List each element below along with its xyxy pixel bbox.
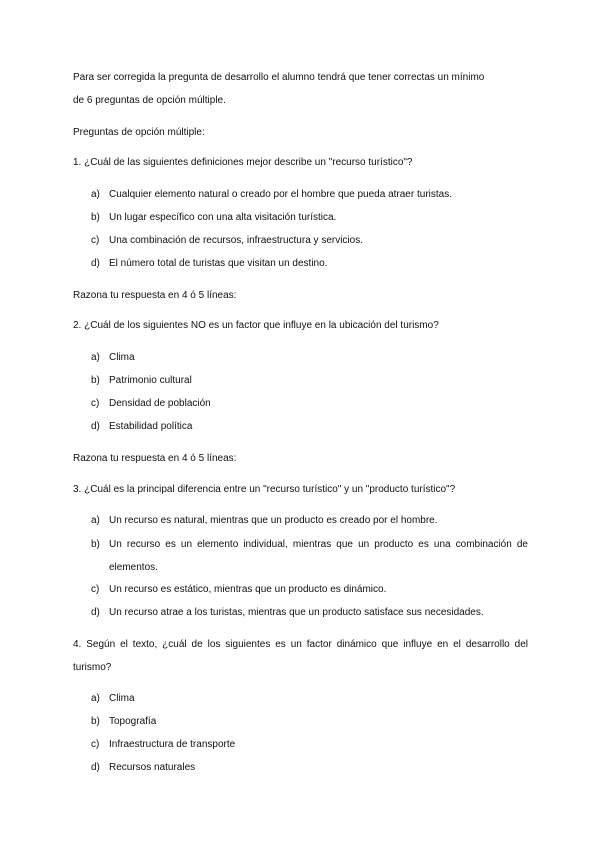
- q4-option-d: [91, 762, 528, 774]
- q3-option-a: [91, 515, 528, 527]
- q2-option-c: [91, 398, 528, 410]
- option-letter: b): [91, 212, 100, 223]
- q1-option-b: [91, 212, 528, 224]
- q4-option-c: [91, 739, 528, 751]
- option-text: Un recurso es natural, mientras que un producto es creado por el hombre.: [109, 515, 438, 526]
- question-4: 4. Según el texto, ¿cuál de los siguientes es un factor dinámico que influye en el desarrollo del turismo?: [73, 639, 528, 673]
- option-text: Clima: [109, 352, 135, 363]
- option-letter: c): [91, 739, 100, 750]
- option-text: Cualquier elemento natural o creado por el hombre que pueda atraer turistas.: [109, 189, 452, 200]
- q2-option-b: [91, 375, 528, 387]
- q1-option-a: [91, 189, 528, 201]
- option-letter: d): [91, 607, 100, 618]
- q1-option-c: [91, 235, 528, 247]
- option-letter: b): [91, 539, 100, 550]
- option-letter: d): [91, 258, 100, 269]
- option-text: Un recurso es estático, mientras que un producto es dinámico.: [109, 584, 387, 595]
- option-text: Infraestructura de transporte: [109, 739, 236, 750]
- option-text: Densidad de población: [109, 398, 211, 409]
- intro-line-2: de 6 preguntas de opción múltiple.: [73, 95, 226, 106]
- question-2: 2. ¿Cuál de los siguientes NO es un factor que influye en la ubicación del turismo?: [73, 320, 439, 331]
- option-text: Una combinación de recursos, infraestructura y servicios.: [109, 235, 363, 246]
- q2-option-d: [91, 421, 528, 433]
- option-text: Patrimonio cultural: [109, 375, 192, 386]
- option-letter: a): [91, 693, 100, 704]
- option-letter: c): [91, 398, 100, 409]
- option-text: Topografía: [109, 716, 157, 727]
- reason-prompt-2: Razona tu respuesta en 4 ó 5 líneas:: [73, 453, 237, 464]
- option-letter: d): [91, 421, 100, 432]
- option-letter: a): [91, 189, 100, 200]
- option-text: Estabilidad política: [109, 421, 193, 432]
- q4-option-b: [91, 716, 528, 728]
- option-letter: a): [91, 515, 100, 526]
- intro-line-1: Para ser corregida la pregunta de desarrollo el alumno tendrá que tener correctas un mínimo: [73, 72, 485, 83]
- question-1: 1. ¿Cuál de las siguientes definiciones mejor describe un "recurso turístico"?: [73, 157, 413, 168]
- option-letter: a): [91, 352, 100, 363]
- option-text: Recursos naturales: [109, 762, 196, 773]
- q3-option-c: [91, 584, 528, 596]
- q1-option-d: [91, 258, 528, 270]
- q3-option-d: [91, 607, 528, 619]
- reason-prompt-1: Razona tu respuesta en 4 ó 5 líneas:: [73, 290, 237, 301]
- option-letter: b): [91, 716, 100, 727]
- q4-option-a: [91, 693, 528, 705]
- q2-option-a: [91, 352, 528, 364]
- section-title: Preguntas de opción múltiple:: [73, 127, 205, 138]
- option-text: El número total de turistas que visitan un destino.: [109, 258, 328, 269]
- option-text: Un recurso es un elemento individual, mientras que un producto es una combinación de elementos.: [109, 539, 528, 573]
- option-text: Un lugar específico con una alta visitación turística.: [109, 212, 337, 223]
- option-letter: c): [91, 584, 100, 595]
- option-letter: c): [91, 235, 100, 246]
- option-text: Clima: [109, 693, 135, 704]
- option-letter: d): [91, 762, 100, 773]
- question-3: 3. ¿Cuál es la principal diferencia entre un "recurso turístico" y un "producto turístico"?: [73, 484, 456, 495]
- q3-option-b: [91, 533, 528, 579]
- option-text: Un recurso atrae a los turistas, mientras que un producto satisface sus necesidades.: [109, 607, 484, 618]
- option-letter: b): [91, 375, 100, 386]
